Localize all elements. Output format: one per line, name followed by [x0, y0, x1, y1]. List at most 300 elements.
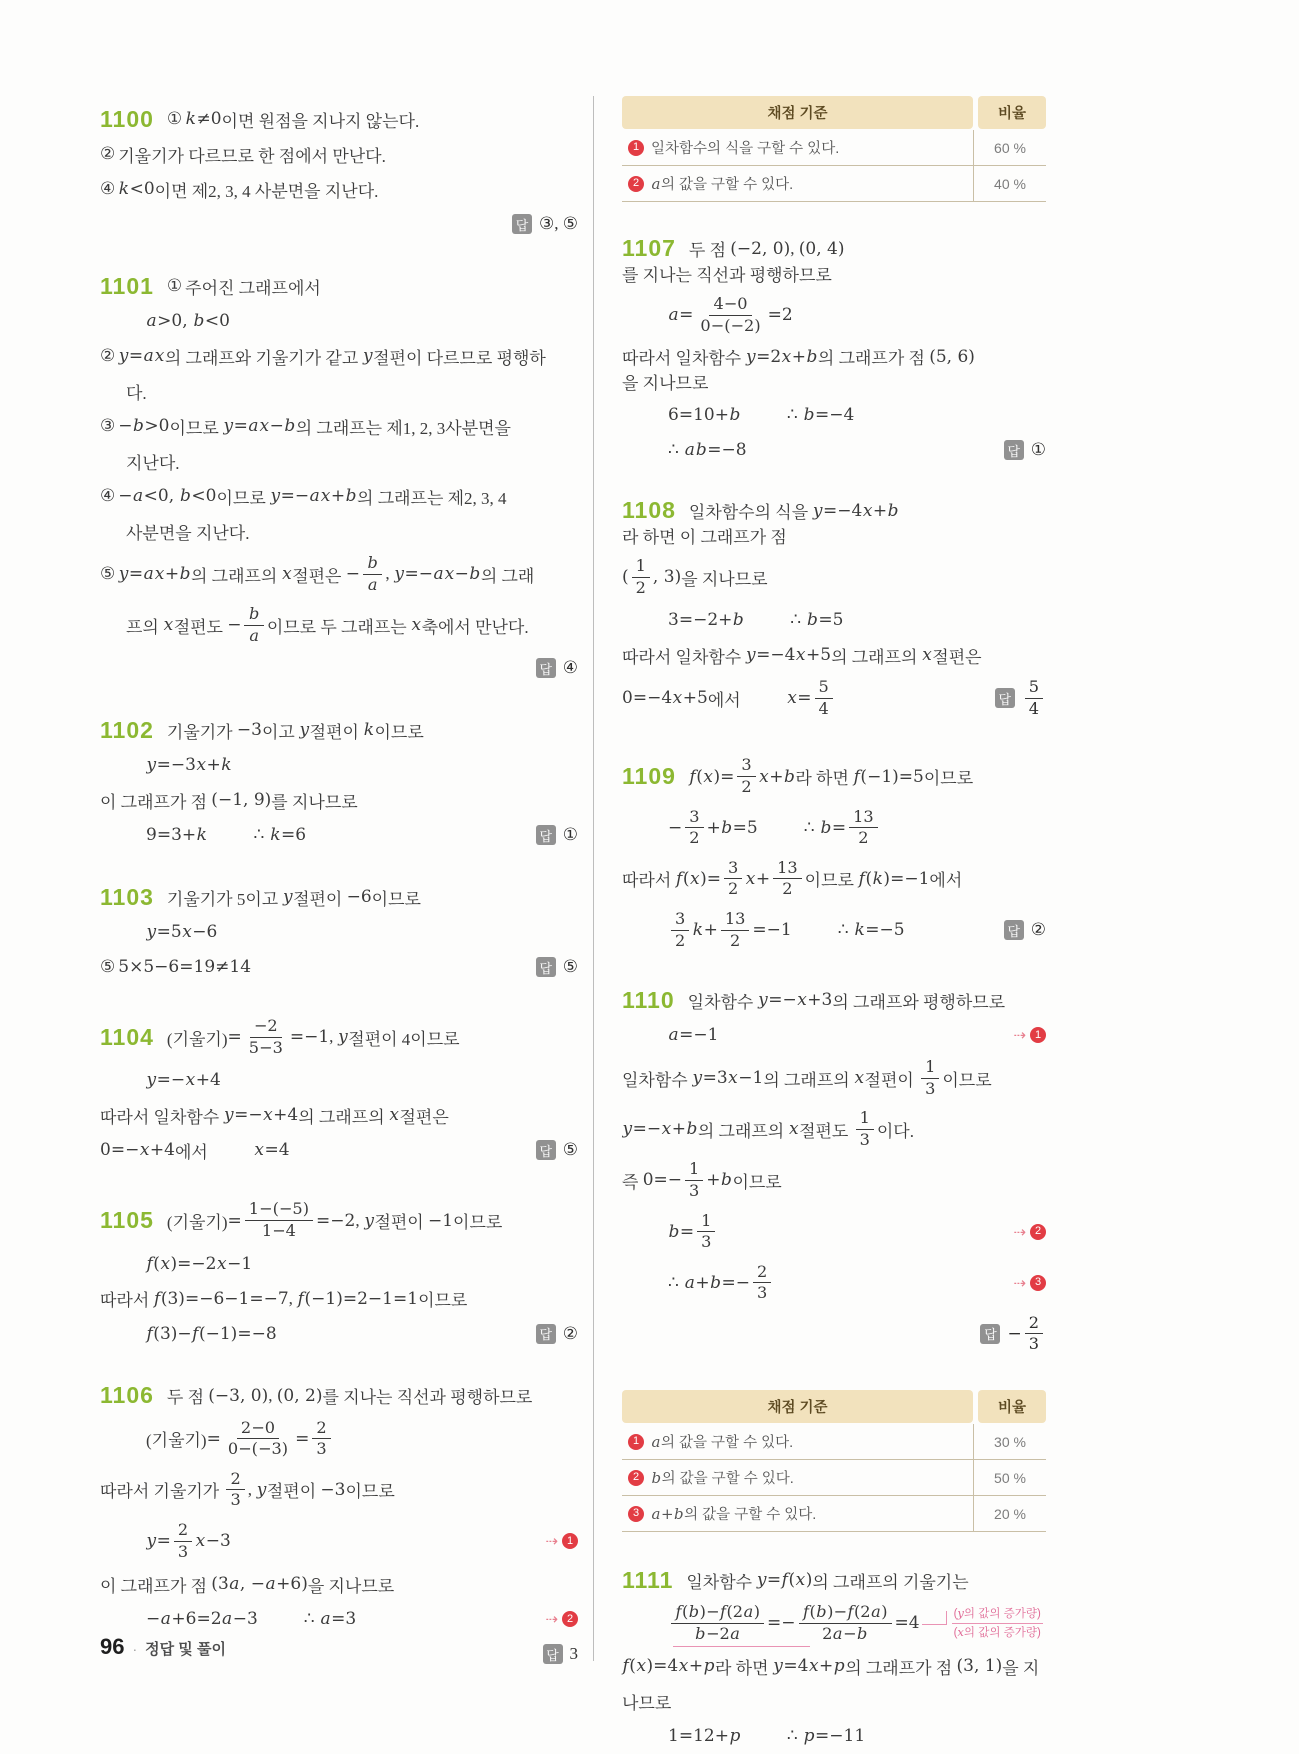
math-expression: −a<0, b<0: [118, 486, 217, 506]
text-run: 의 값을 구할 수 있다.: [661, 1471, 794, 1488]
fraction-numerator: b: [244, 605, 263, 626]
solution-line: [100, 1468, 578, 1512]
solution-line: [622, 1021, 1046, 1049]
problem-1110: [622, 986, 1046, 1356]
fraction: [244, 605, 263, 645]
solution-line: [100, 654, 578, 682]
text-run: 지난다.: [126, 453, 180, 473]
math-expression: 0=−: [642, 1170, 683, 1191]
fraction-denominator: 1−4: [261, 1221, 296, 1241]
grading-row: [622, 130, 1046, 166]
text-run: 이 그래프가 점: [100, 792, 212, 812]
math-expression: 5×5−6=19≠14: [118, 957, 252, 978]
problem-1105: [100, 1198, 578, 1347]
math-expression: y: [256, 1479, 267, 1500]
text-run: 절편도: [173, 617, 228, 637]
text-run: 일차함수의 식을: [688, 503, 813, 523]
math-expression: −a+6=2a−3: [146, 1609, 258, 1630]
criterion-step-icon: 3: [628, 1506, 644, 1522]
fraction: [773, 859, 802, 899]
math-expression: (0, 2): [276, 1385, 323, 1406]
problem-number: 1109: [622, 763, 676, 790]
fraction-numerator: 13: [721, 910, 750, 931]
math-expression: k<0: [118, 179, 155, 199]
math-expression: =4: [894, 1613, 920, 1634]
fraction: [849, 808, 878, 848]
math-expression: a: [651, 175, 661, 193]
math-expression: x: [163, 615, 174, 636]
fraction-numerator: 2: [753, 1263, 771, 1284]
choice-number: ②: [100, 346, 116, 365]
solution-line: [100, 517, 578, 545]
fraction: [245, 1017, 287, 1057]
answer-value: [1007, 1312, 1046, 1356]
math-expression: 9=3+k: [146, 825, 207, 846]
fraction: [363, 554, 382, 594]
solution-line: [100, 1605, 578, 1633]
page-footer: [100, 1634, 226, 1660]
math-expression: y=−ax+b: [270, 486, 357, 506]
line-right-slot: [524, 825, 578, 845]
text-run: 프의: [126, 617, 164, 637]
math-expression: x: [922, 645, 932, 666]
step-arrow-icon: ⇢: [1013, 1026, 1026, 1045]
grading-table: [622, 96, 1046, 202]
problem-number: 1101: [100, 272, 154, 299]
math-expression: (−1, 9): [211, 790, 272, 811]
problem-number: 1108: [622, 497, 676, 524]
solution-line: [100, 175, 578, 203]
fraction-numerator: 2−0: [237, 1419, 279, 1440]
math-expression: y=5x−6: [146, 922, 218, 943]
fraction: [685, 808, 703, 848]
math-expression: ∴ a+b=−: [668, 1272, 751, 1293]
solution-line: [622, 498, 1046, 548]
math-expression: a=−1: [668, 1025, 719, 1046]
fraction-denominator: 2: [727, 879, 739, 899]
solution-line: [100, 412, 578, 440]
fraction-numerator: f(b)−f(2a): [799, 1603, 892, 1624]
solution-line: [622, 1056, 1046, 1100]
text-run: ,: [790, 238, 799, 258]
math-expression: y: [364, 1210, 374, 1231]
math-expression: 3=−2+b: [668, 610, 744, 631]
choice-number: ⑤: [100, 564, 116, 584]
line-right-slot: [992, 920, 1046, 940]
text-run: 을 지: [1002, 1658, 1040, 1678]
math-expression: ∴ ab=−8: [668, 440, 747, 461]
solution-line: [622, 806, 1046, 850]
text-run: 라 하면 이 그래프가 점: [622, 528, 787, 548]
solution-line: [622, 908, 1046, 952]
fraction-denominator: 2a−b: [822, 1623, 868, 1643]
solution-line: [622, 1601, 1046, 1645]
fraction-denominator: 2: [635, 577, 646, 597]
text-run: 따라서 일차함수: [622, 647, 746, 667]
solution-line: [100, 1250, 578, 1278]
line-right-slot: [524, 957, 578, 977]
footer-label: 정답 및 풀이: [145, 1641, 226, 1658]
answer-badge: 답: [536, 658, 556, 678]
grading-row: [622, 1496, 1046, 1532]
text-run: 이면 원점을 지나지 않는다.: [221, 111, 420, 131]
fraction: [753, 1263, 771, 1303]
footer-separator: ·: [132, 1641, 138, 1657]
math-expression: =2: [767, 305, 793, 326]
line-right-slot: [524, 658, 578, 678]
solution-line: [622, 676, 1046, 720]
criterion-text: [651, 173, 793, 194]
math-expression: (−3, 0): [208, 1385, 269, 1406]
text-run: 의 그래프는 제2, 3, 4: [357, 488, 507, 508]
fraction-denominator: 0−(−2): [700, 315, 761, 335]
text-run: 절편은: [292, 566, 346, 586]
math-expression: x: [389, 1105, 399, 1126]
fraction-numerator: −2: [250, 1017, 282, 1038]
math-expression: =−1: [289, 1027, 330, 1048]
problem-1101: [100, 272, 578, 682]
math-expression: f(x)=−2x−1: [146, 1253, 253, 1274]
text-run: ,: [288, 1288, 298, 1308]
text-run: 절편은: [399, 1107, 449, 1127]
fraction: [696, 295, 764, 335]
choice-number: ⑤: [100, 957, 116, 977]
text-run: ,: [247, 1479, 257, 1499]
math-expression: y: [338, 1027, 348, 1048]
fraction-denominator: 3: [1028, 1334, 1039, 1354]
problem-number: 1110: [622, 986, 675, 1013]
answer-value: [1031, 440, 1046, 460]
fraction-numerator: 3: [724, 859, 742, 880]
line-right-slot: [1001, 1026, 1046, 1044]
text-run: (기울기): [166, 1029, 228, 1049]
text-run: ②: [562, 1323, 578, 1343]
choice-number: ④: [100, 486, 116, 505]
criterion-ratio-cell: 60 %: [994, 139, 1026, 156]
line-right-slot: [968, 1312, 1046, 1356]
fraction: [721, 910, 750, 950]
solution-line: [100, 342, 578, 370]
solution-line: [622, 1158, 1046, 1202]
math-expression: −1: [427, 1210, 454, 1231]
math-expression: y=ax−b: [223, 416, 296, 436]
text-run: 이므로: [942, 1070, 992, 1090]
fraction-denominator: 3: [701, 1232, 712, 1252]
fraction-denominator: 3: [316, 1439, 327, 1459]
fraction-numerator: 1: [921, 1058, 939, 1079]
math-expression: =: [206, 1428, 221, 1449]
text-run: 따라서: [100, 1291, 154, 1311]
text-run: ①: [562, 825, 578, 845]
solution-line: [100, 1136, 578, 1164]
math-expression: x: [854, 1068, 865, 1089]
math-expression: x+: [745, 868, 771, 889]
grading-criterion-cell: [622, 1424, 974, 1459]
math-expression: =: [227, 1027, 242, 1048]
solution-line: [622, 555, 1046, 599]
solution-line: [100, 1285, 578, 1313]
math-expression: =−: [767, 1613, 796, 1634]
step-marker-icon: 1: [1030, 1027, 1046, 1043]
criterion-text: [651, 1467, 794, 1488]
text-run: 를 지나는 직선과 평행하므로: [322, 1388, 533, 1408]
solution-line: [100, 1417, 578, 1461]
fraction: [245, 1200, 313, 1240]
text-run: 이 그래프가 점: [100, 1576, 212, 1596]
math-expression: −3: [320, 1479, 346, 1500]
fraction-denominator: 3: [177, 1541, 189, 1561]
text-run: ②: [1030, 920, 1046, 940]
math-expression: y=ax+b: [118, 564, 191, 585]
text-run: 3: [569, 1644, 578, 1664]
problem-number: 1103: [100, 883, 154, 910]
math-expression: 0=−x+4: [100, 1140, 175, 1161]
answer-value: [1031, 920, 1046, 940]
fraction-numerator: 2: [226, 1470, 244, 1491]
text-run: 이므로: [371, 889, 421, 909]
solution-line: [622, 436, 1046, 464]
line-right-slot: [992, 440, 1046, 460]
math-expression: (−2, 0): [730, 238, 791, 259]
math-expression: 0=−4x+5: [622, 688, 708, 709]
fraction-numerator: 13: [849, 808, 878, 829]
text-run: 의 그래프와 평행하므로: [832, 992, 1006, 1012]
fraction: [632, 557, 650, 597]
choice-number: ②: [100, 144, 116, 163]
math-expression: b=: [668, 1221, 695, 1242]
text-run: 를 지나므로: [271, 792, 358, 812]
text-run: 일차함수: [686, 1572, 757, 1592]
fraction-denominator: 3: [230, 1490, 241, 1510]
math-expression: −6: [346, 887, 372, 908]
ratio-header: 비율: [978, 1390, 1046, 1423]
text-run: 두 점: [166, 1388, 209, 1408]
fraction-denominator: 5−3: [248, 1037, 283, 1057]
ratio-header: 비율: [978, 96, 1046, 129]
math-expression: 6=10+b: [668, 405, 741, 426]
fraction: [799, 1603, 892, 1643]
text-run: 의 그래프가 점: [845, 1658, 957, 1678]
text-run: 일차함수: [687, 992, 758, 1012]
math-expression: k: [363, 720, 374, 741]
line-right-slot: [533, 1532, 578, 1550]
fraction: [226, 1470, 244, 1510]
fraction: [1025, 1314, 1043, 1354]
text-run: 의 그래프의: [190, 566, 282, 586]
column-divider: [593, 96, 594, 1661]
problem-1104: [100, 1015, 578, 1164]
line-right-slot: [500, 214, 578, 234]
math-expression: 1=12+p: [668, 1726, 741, 1747]
problem-number: 1107: [622, 235, 676, 261]
choice-number: ③: [100, 416, 116, 435]
fraction-denominator: 2: [689, 828, 700, 848]
math-expression: =−1: [752, 920, 792, 941]
choice-number: ④: [100, 179, 116, 198]
fraction: [697, 1212, 715, 1252]
solution-line: [622, 606, 1046, 634]
fraction-denominator: 2: [675, 930, 686, 950]
answer-badge: 답: [512, 214, 532, 234]
text-run: 절편이 다르므로 평행하: [373, 348, 546, 368]
math-expression: y=: [146, 1531, 171, 1552]
text-run: 축에서 만난다.: [421, 617, 529, 637]
solution-line: [100, 272, 578, 300]
problem-1102: [100, 716, 578, 849]
fraction-numerator: 2: [1025, 1314, 1043, 1335]
math-expression: x=: [787, 688, 812, 709]
annotation-numerator: (y의 값의 증가량): [952, 1606, 1043, 1624]
text-run: 의 그래프의: [697, 1121, 789, 1141]
problem-number: 1106: [100, 1382, 154, 1409]
fraction-denominator: 2: [729, 930, 741, 950]
math-expression: ∴ b=−4: [786, 405, 855, 426]
math-expression: y=−ax−b: [394, 564, 481, 585]
fraction: [671, 1603, 764, 1643]
solution-line: [100, 482, 578, 510]
step-arrow-icon: ⇢: [1013, 1222, 1026, 1241]
text-run: (기울기): [146, 1431, 207, 1451]
problem-1109: [622, 754, 1046, 952]
text-run: 절편이: [374, 1213, 428, 1233]
criterion-ratio-cell: 50 %: [994, 1469, 1026, 1486]
fraction-denominator: 2: [782, 879, 793, 899]
text-run: 에서: [707, 690, 741, 710]
math-expression: x=4: [254, 1140, 290, 1161]
line-right-slot: [983, 676, 1046, 720]
text-run: 따라서 기울기가: [100, 1482, 224, 1502]
line-right-slot: [1001, 1274, 1046, 1292]
fraction-numerator: 4−0: [709, 295, 751, 316]
fraction: [815, 678, 833, 718]
text-run: 일차함수: [622, 1070, 692, 1090]
text-run: 따라서 일차함수: [100, 1107, 224, 1127]
math-expression: y=−4x+b: [812, 500, 899, 521]
solution-line: [100, 883, 578, 911]
text-run: 기울기가 5이고: [166, 889, 283, 909]
fraction: [174, 1521, 192, 1561]
solution-line: [100, 210, 578, 238]
text-run: 이다.: [876, 1121, 914, 1141]
answer-badge: 답: [995, 688, 1015, 708]
math-expression: f(x)=4x+p: [622, 1656, 715, 1677]
solution-line: [622, 986, 1046, 1014]
math-expression: f(−1)=5: [853, 766, 924, 787]
fraction-numerator: b: [363, 554, 382, 575]
text-run: 를 지나는 직선과 평행하므로: [622, 266, 832, 285]
text-run: ,: [385, 564, 394, 584]
math-expression: y=−4x+5: [745, 645, 832, 666]
text-run: 절편도: [799, 1121, 853, 1141]
math-expression: −3: [236, 720, 262, 741]
fraction-denominator: 3: [925, 1078, 936, 1098]
fraction-numerator: 1: [697, 1212, 715, 1233]
fraction-numerator: 1: [632, 557, 650, 578]
criterion-step-icon: 1: [628, 1434, 644, 1450]
answer-value: [539, 214, 578, 234]
text-run: 주어진 그래프에서: [185, 278, 321, 298]
answer-badge: 답: [536, 1140, 556, 1160]
fraction-denominator: 4: [1028, 698, 1039, 718]
fraction-denominator: 3: [859, 1129, 870, 1149]
text-run: ③, ⑤: [539, 214, 578, 233]
solution-line: [100, 953, 578, 981]
grading-row: [622, 166, 1046, 202]
text-run: ,: [268, 1385, 277, 1405]
fraction-numerator: f(b)−f(2a): [671, 1603, 764, 1624]
answer-badge: 답: [1004, 440, 1024, 460]
answer-badge: 답: [536, 957, 556, 977]
solution-line: [100, 105, 578, 133]
text-run: 절편이: [266, 1482, 321, 1502]
answer-value: [563, 957, 578, 977]
line-right-slot: [524, 1140, 578, 1160]
text-run: 이므로: [804, 871, 859, 891]
problem-1111: [622, 1566, 1046, 1750]
grading-row: [622, 1424, 1046, 1460]
solution-line: [100, 1382, 578, 1410]
text-run: 에서: [929, 871, 963, 891]
fraction-denominator: 4: [818, 698, 829, 718]
fraction-denominator: a: [367, 574, 378, 594]
line-right-slot: [1001, 1223, 1046, 1241]
solution-line: [100, 603, 578, 647]
text-run: 에서: [175, 1142, 208, 1162]
grading-criterion-cell: [622, 1496, 974, 1531]
math-expression: a+b: [651, 1505, 684, 1524]
text-run: ⑤: [562, 1140, 578, 1160]
text-run: 이므로: [453, 1213, 503, 1233]
grading-table-header: [622, 1390, 1046, 1423]
text-run: ①: [1030, 440, 1046, 460]
fraction-numerator: 1: [685, 1160, 703, 1181]
step-marker-icon: 2: [562, 1611, 578, 1627]
math-expression: ∴ a=3: [303, 1609, 357, 1630]
solution-line: [622, 1722, 1046, 1750]
solution-line: [622, 1687, 1046, 1715]
fraction-numerator: 3: [671, 910, 689, 931]
problem-number: 1100: [100, 105, 154, 132]
right-column: [622, 96, 1046, 1754]
text-run: 의 그래프의 기울기는: [812, 1572, 969, 1592]
line-right-slot: [531, 1644, 579, 1664]
rate-of-change-annotation: [922, 1606, 1043, 1641]
text-run: 일차함수의 식을 구할 수 있다.: [651, 141, 840, 157]
fraction-numerator: 1−(−5): [245, 1200, 313, 1221]
answer-badge: 답: [1004, 920, 1024, 940]
text-run: 의 값을 구할 수 있다.: [660, 177, 794, 193]
solution-line: [100, 786, 578, 814]
fraction-denominator: 0−(−3): [227, 1439, 289, 1459]
text-run: 다.: [126, 383, 147, 403]
grading-table-header: [622, 96, 1046, 129]
text-run: 라 하면: [714, 1658, 773, 1678]
grading-criterion-cell: [622, 166, 974, 201]
fraction-denominator: 3: [757, 1283, 768, 1303]
math-expression: x: [788, 1119, 799, 1140]
step-marker-icon: 3: [1030, 1275, 1046, 1291]
text-run: 기울기가 다르므로 한 점에서 만난다.: [118, 146, 386, 166]
math-expression: f(k)=−1: [858, 868, 930, 889]
fraction-numerator: 5: [1025, 678, 1043, 699]
fraction-denominator: 3: [689, 1180, 700, 1200]
math-expression: −: [1007, 1323, 1022, 1344]
step-marker-icon: 1: [562, 1533, 578, 1549]
math-expression: y: [363, 346, 373, 366]
solution-line: [100, 377, 578, 405]
criterion-step-icon: 2: [628, 1470, 644, 1486]
fraction: [312, 1419, 330, 1459]
